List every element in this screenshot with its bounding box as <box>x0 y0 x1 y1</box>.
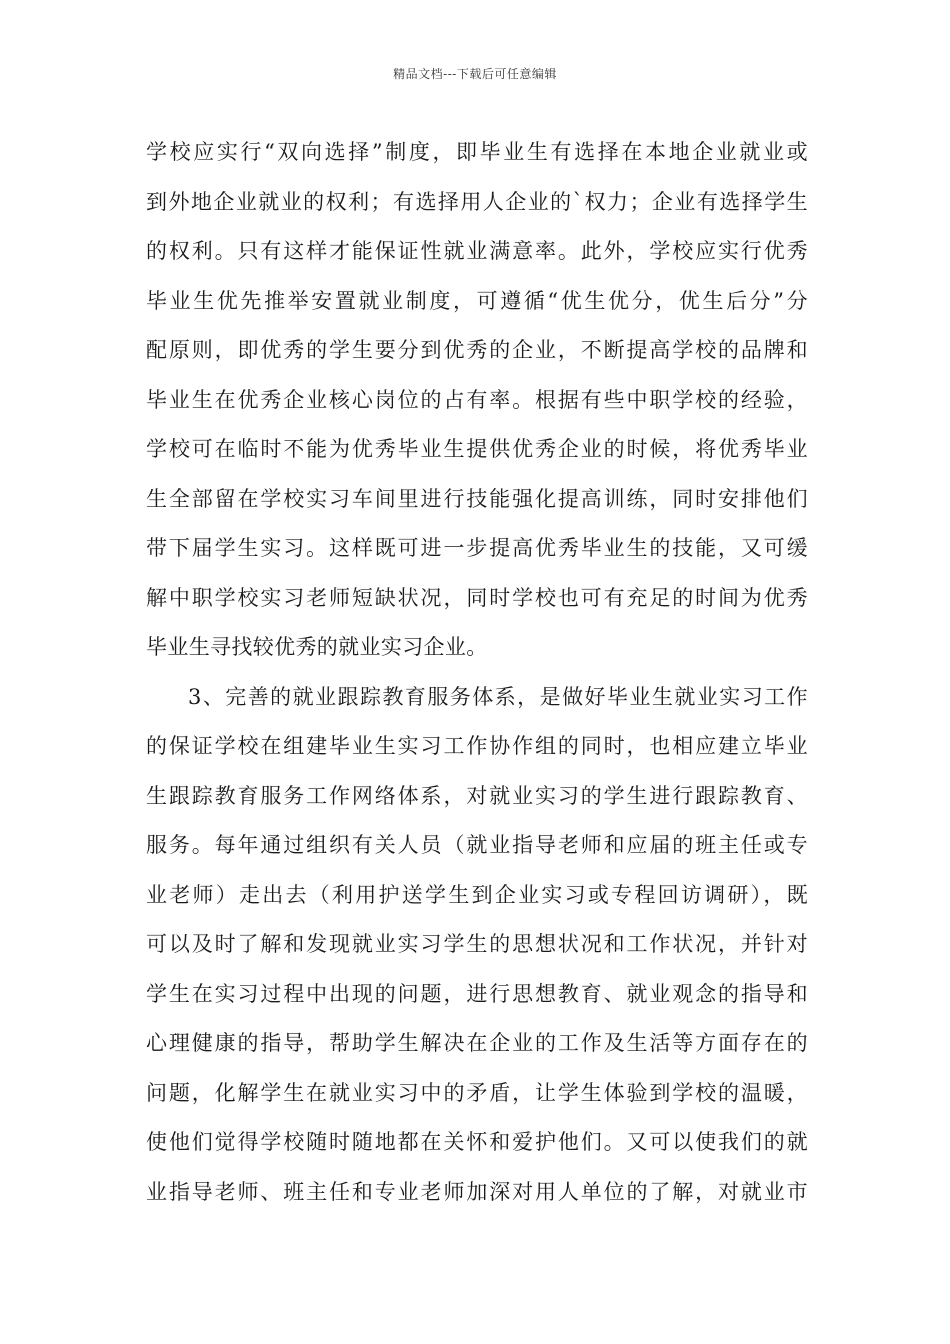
text-line: 3、完善的就业跟踪教育服务体系，是做好毕业生就业实习工作 <box>188 684 808 709</box>
text-line: 毕业生在优秀企业核心岗位的占有率。根据有些中职学校的经验， <box>146 387 808 412</box>
text-line: 使他们觉得学校随时随地都在关怀和爱护他们。又可以使我们的就 <box>146 1130 808 1154</box>
page-header: 精品文档---下载后可任意编辑 <box>393 67 557 81</box>
text-line: 生全部留在学校实习车间里进行技能强化提高训练，同时安排他们 <box>146 486 808 511</box>
text-line: 毕业生优先推举安置就业制度，可遵循“优生优分，优生后分”分 <box>146 288 808 313</box>
text-line: 解中职学校实习老师短缺状况，同时学校也可有充足的时间为优秀 <box>146 585 808 610</box>
document-body <box>146 128 808 1217</box>
text-line: 带下届学生实习。这样既可进一步提高优秀毕业生的技能，又可缓 <box>146 536 808 560</box>
text-line: 问题，化解学生在就业实习中的矛盾，让学生体验到学校的温暖， <box>146 1080 808 1105</box>
text-line: 到外地企业就业的权利；有选择用人企业的`权力；企业有选择学生 <box>146 189 808 214</box>
text-line: 业老师）走出去（利用护送学生到企业实习或专程回访调研），既 <box>146 882 808 907</box>
text-line: 学生在实习过程中出现的问题，进行思想教育、就业观念的指导和 <box>146 981 808 1006</box>
text-line: 的保证学校在组建毕业生实习工作协作组的同时，也相应建立毕业 <box>146 734 808 758</box>
text-line: 毕业生寻找较优秀的就业实习企业。 <box>146 635 488 659</box>
text-line: 的权利。只有这样才能保证性就业满意率。此外，学校应实行优秀 <box>146 239 808 263</box>
text-line: 心理健康的指导，帮助学生解决在企业的工作及生活等方面存在的 <box>146 1031 808 1055</box>
text-line: 业指导老师、班主任和专业老师加深对用人单位的了解，对就业市 <box>146 1179 808 1204</box>
text-line: 学校应实行“双向选择”制度，即毕业生有选择在本地企业就业或 <box>146 140 808 164</box>
paragraph <box>146 673 808 1218</box>
text-line: 可以及时了解和发现就业实习学生的思想状况和工作状况，并针对 <box>146 932 808 956</box>
paragraph <box>146 128 808 673</box>
text-line: 学校可在临时不能为优秀毕业生提供优秀企业的时候，将优秀毕业 <box>146 437 808 461</box>
text-line: 生跟踪教育服务工作网络体系，对就业实习的学生进行跟踪教育、 <box>146 783 808 808</box>
text-line: 配原则，即优秀的学生要分到优秀的企业，不断提高学校的品牌和 <box>146 338 808 362</box>
text-line: 服务。每年通过组织有关人员（就业指导老师和应届的班主任或专 <box>146 833 808 857</box>
